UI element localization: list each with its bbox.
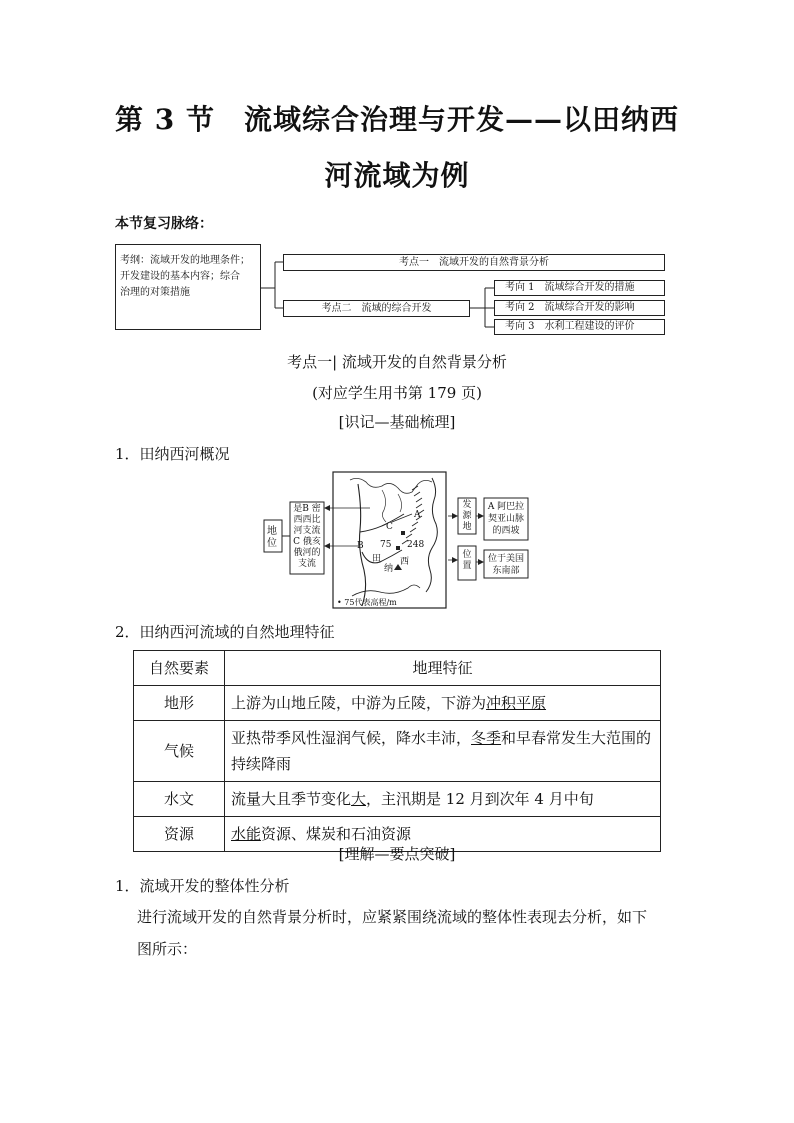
- table-header-cell: 地理特征: [225, 651, 661, 686]
- value-underlined: 冬季: [471, 729, 502, 747]
- table-value-cell: [225, 686, 661, 721]
- map-source-text: [485, 501, 527, 537]
- map-letter-b: B: [357, 541, 364, 551]
- map-legend: • 75代表高程/m: [337, 598, 397, 607]
- review-framework: [115, 240, 665, 336]
- value-underlined: 水能: [231, 825, 262, 843]
- section-page-ref: (对应学生用书第 179 页): [312, 384, 482, 402]
- value-text: 流量大且季节变化: [231, 790, 352, 808]
- table-value-cell: [225, 721, 661, 782]
- source-line: 的西坡: [492, 526, 520, 536]
- location-line: C 俄亥: [293, 537, 321, 547]
- point-paragraph-line1: 进行流域开发的自然背景分析时，应紧紧围绕流域的整体性表现去分析，如下: [137, 908, 648, 926]
- table-header-cell: 自然要素: [134, 651, 225, 686]
- value-text: 亚热带季风性湿润气候，降水丰沛，: [231, 729, 472, 747]
- map-location-label: 地位: [267, 526, 277, 549]
- syllabus-line: 开发建设的基本内容；综合: [120, 271, 240, 282]
- framework-kaodian2: 考点二 流域的综合开发: [283, 300, 470, 317]
- map-elevation-75: 75: [380, 540, 392, 550]
- source-line: 契亚山脉: [487, 514, 524, 524]
- understand-label: [理解—要点突破]: [338, 845, 456, 863]
- location-line: 支流: [297, 559, 316, 569]
- point-paragraph-line2: 图所示：: [137, 940, 198, 958]
- page-title-line1: 第 3 节 流域综合治理与开发——以田纳西: [115, 103, 679, 136]
- map-letter-a: A: [414, 510, 421, 520]
- source-line: A 阿巴拉: [487, 502, 525, 512]
- location-line: 西西比: [293, 515, 321, 525]
- page-title-line2: 河流域为例: [324, 159, 470, 192]
- location-line: 俄河的: [293, 548, 321, 558]
- item-heading-2: 2．田纳西河流域的自然地理特征: [115, 623, 335, 641]
- value-text: 和早春常发生大范围的持续降雨: [231, 729, 652, 773]
- table-value-cell: [225, 782, 661, 817]
- framework-syllabus-box: [115, 244, 261, 330]
- table-row: [134, 782, 661, 817]
- item-heading-1: 1．田纳西河概况: [115, 445, 230, 463]
- map-position-label: 位置: [462, 550, 472, 571]
- point-heading-1: 1．流域开发的整体性分析: [115, 877, 290, 895]
- framework-kaodian1: 考点一 流域开发的自然背景分析: [283, 254, 665, 271]
- position-line: 东南部: [492, 566, 520, 576]
- features-table: [133, 650, 661, 852]
- map-river-char: 纳: [384, 564, 394, 574]
- map-location-text: [291, 504, 323, 570]
- table-key-cell: 气候: [134, 721, 225, 782]
- value-underlined: 冲积平原: [486, 694, 547, 712]
- value-text: ，主汛期是 12 月到次年 4 月中旬: [366, 790, 594, 808]
- framework-kaoxiang2: 考向 2 流域综合开发的影响: [494, 300, 665, 316]
- basic-review-label: [识记—基础梳理]: [338, 413, 456, 431]
- table-row: [134, 686, 661, 721]
- table-key-cell: 水文: [134, 782, 225, 817]
- map-position-text: [485, 553, 527, 577]
- value-underlined: 大: [351, 790, 367, 808]
- review-label: 本节复习脉络：: [115, 216, 213, 232]
- map-elevation-248: 248: [407, 540, 425, 550]
- map-river-char: 田: [372, 554, 382, 564]
- position-line: 位于美国: [487, 554, 524, 564]
- table-key-cell: 资源: [134, 817, 225, 852]
- location-line: 河支流: [293, 526, 321, 536]
- syllabus-line: 治理的对策措施: [120, 287, 190, 298]
- table-key-cell: 地形: [134, 686, 225, 721]
- framework-kaoxiang3: 考向 3 水利工程建设的评价: [494, 319, 665, 335]
- map-river-char: 西: [400, 557, 410, 567]
- table-header-row: [134, 651, 661, 686]
- table-row: [134, 721, 661, 782]
- value-text: 上游为山地丘陵，中游为丘陵，下游为: [231, 694, 487, 712]
- syllabus-line: 考纲：流域开发的地理条件；: [120, 255, 250, 266]
- map-source-label: 发源地: [462, 500, 472, 532]
- map-letter-c: C: [386, 522, 393, 532]
- location-line: 是B 密: [293, 504, 321, 514]
- section-heading: 考点一| 流域开发的自然背景分析: [287, 353, 507, 371]
- framework-kaoxiang1: 考向 1 流域综合开发的措施: [494, 280, 665, 296]
- value-text: 资源、煤炭和石油资源: [261, 825, 412, 843]
